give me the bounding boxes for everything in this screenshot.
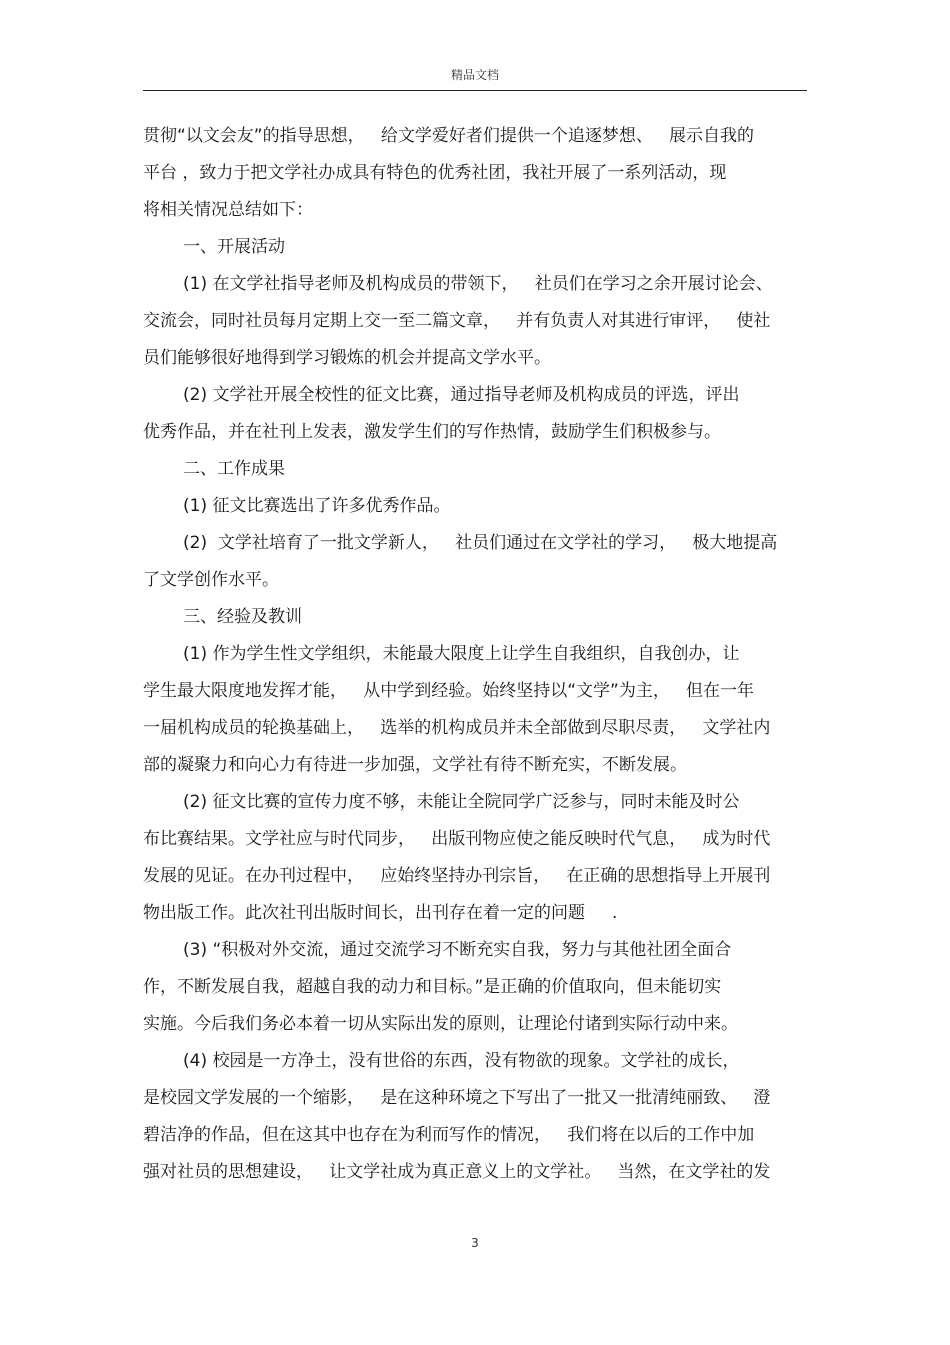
body-line: (1) 在文学社指导老师及机构成员的带领下， 社员们在学习之余开展讨论会、 xyxy=(183,274,773,294)
body-line: 作，不断发展自我，超越自我的动力和目标。”是正确的价值取向，但未能切实 xyxy=(143,977,722,997)
body-line: 了文学创作水平。 xyxy=(143,570,279,590)
body-line: (2) 征文比赛的宣传力度不够，未能让全院同学广泛参与，同时未能及时公 xyxy=(183,792,740,812)
body-line: 物出版工作。此次社刊出版时间长，出刊存在着一定的问题 . xyxy=(143,903,618,923)
body-line: (1) 作为学生性文学组织，未能最大限度上让学生自我组织，自我创办，让 xyxy=(183,644,740,664)
body-line: 碧洁净的作品，但在这其中也存在为利而写作的情况， 我们将在以后的工作中加 xyxy=(143,1125,755,1145)
body-line: 员们能够很好地得到学习锻炼的机会并提高文学水平。 xyxy=(143,348,551,368)
section-heading: 二、工作成果 xyxy=(183,459,285,479)
body-line: 平台 ，致力于把文学社办成具有特色的优秀社团，我社开展了一系列活动，现 xyxy=(143,163,727,183)
header-divider xyxy=(143,90,807,91)
body-line: (4) 校园是一方净土，没有世俗的东西，没有物欲的现象。文学社的成长， xyxy=(183,1051,740,1071)
body-line: 发展的见证。在办刊过程中， 应始终坚持办刊宗旨， 在正确的思想指导上开展刊 xyxy=(143,866,771,886)
body-line: (3) “积极对外交流，通过交流学习不断充实自我，努力与其他社团全面合 xyxy=(183,940,732,960)
body-line: 部的凝聚力和向心力有待进一步加强，文学社有待不断充实，不断发展。 xyxy=(143,755,687,775)
body-line: 交流会，同时社员每月定期上交一至二篇文章， 并有负责人对其进行审评， 使社 xyxy=(143,311,771,331)
body-line: (1) 征文比赛选出了许多优秀作品。 xyxy=(183,496,451,516)
body-line: (2) 文学社培育了一批文学新人， 社员们通过在文学社的学习， 极大地提高 xyxy=(183,533,778,553)
section-heading: 三、经验及教训 xyxy=(183,607,302,627)
body-line: 强对社员的思想建设， 让文学社成为真正意义上的文学社。 当然，在文学社的发 xyxy=(143,1162,771,1182)
body-line: 实施。今后我们务必本着一切从实际出发的原则，让理论付诸到实际行动中来。 xyxy=(143,1014,738,1034)
body-line: 是校园文学发展的一个缩影， 是在这种环境之下写出了一批又一批清纯丽致、 澄 xyxy=(143,1088,771,1108)
header-title: 精品文档 xyxy=(450,68,499,82)
body-line: 优秀作品，并在社刊上发表，激发学生们的写作热情，鼓励学生们积极参与。 xyxy=(143,422,721,442)
body-line: 将相关情况总结如下： xyxy=(143,200,313,220)
body-line: (2) 文学社开展全校性的征文比赛，通过指导老师及机构成员的评选，评出 xyxy=(183,385,740,405)
body-line: 贯彻“以文会友”的指导思想， 给文学爱好者们提供一个追逐梦想、 展示自我的 xyxy=(143,126,755,146)
page-number: 3 xyxy=(471,1236,479,1250)
body-line: 学生最大限度地发挥才能， 从中学到经验。始终坚持以“文学”为主， 但在一年 xyxy=(143,681,755,701)
body-line: 布比赛结果。文学社应与时代同步， 出版刊物应使之能反映时代气息， 成为时代 xyxy=(143,829,771,849)
body-line: 一届机构成员的轮换基础上， 选举的机构成员并未全部做到尽职尽责， 文学社内 xyxy=(143,718,771,738)
section-heading: 一、开展活动 xyxy=(183,237,285,257)
